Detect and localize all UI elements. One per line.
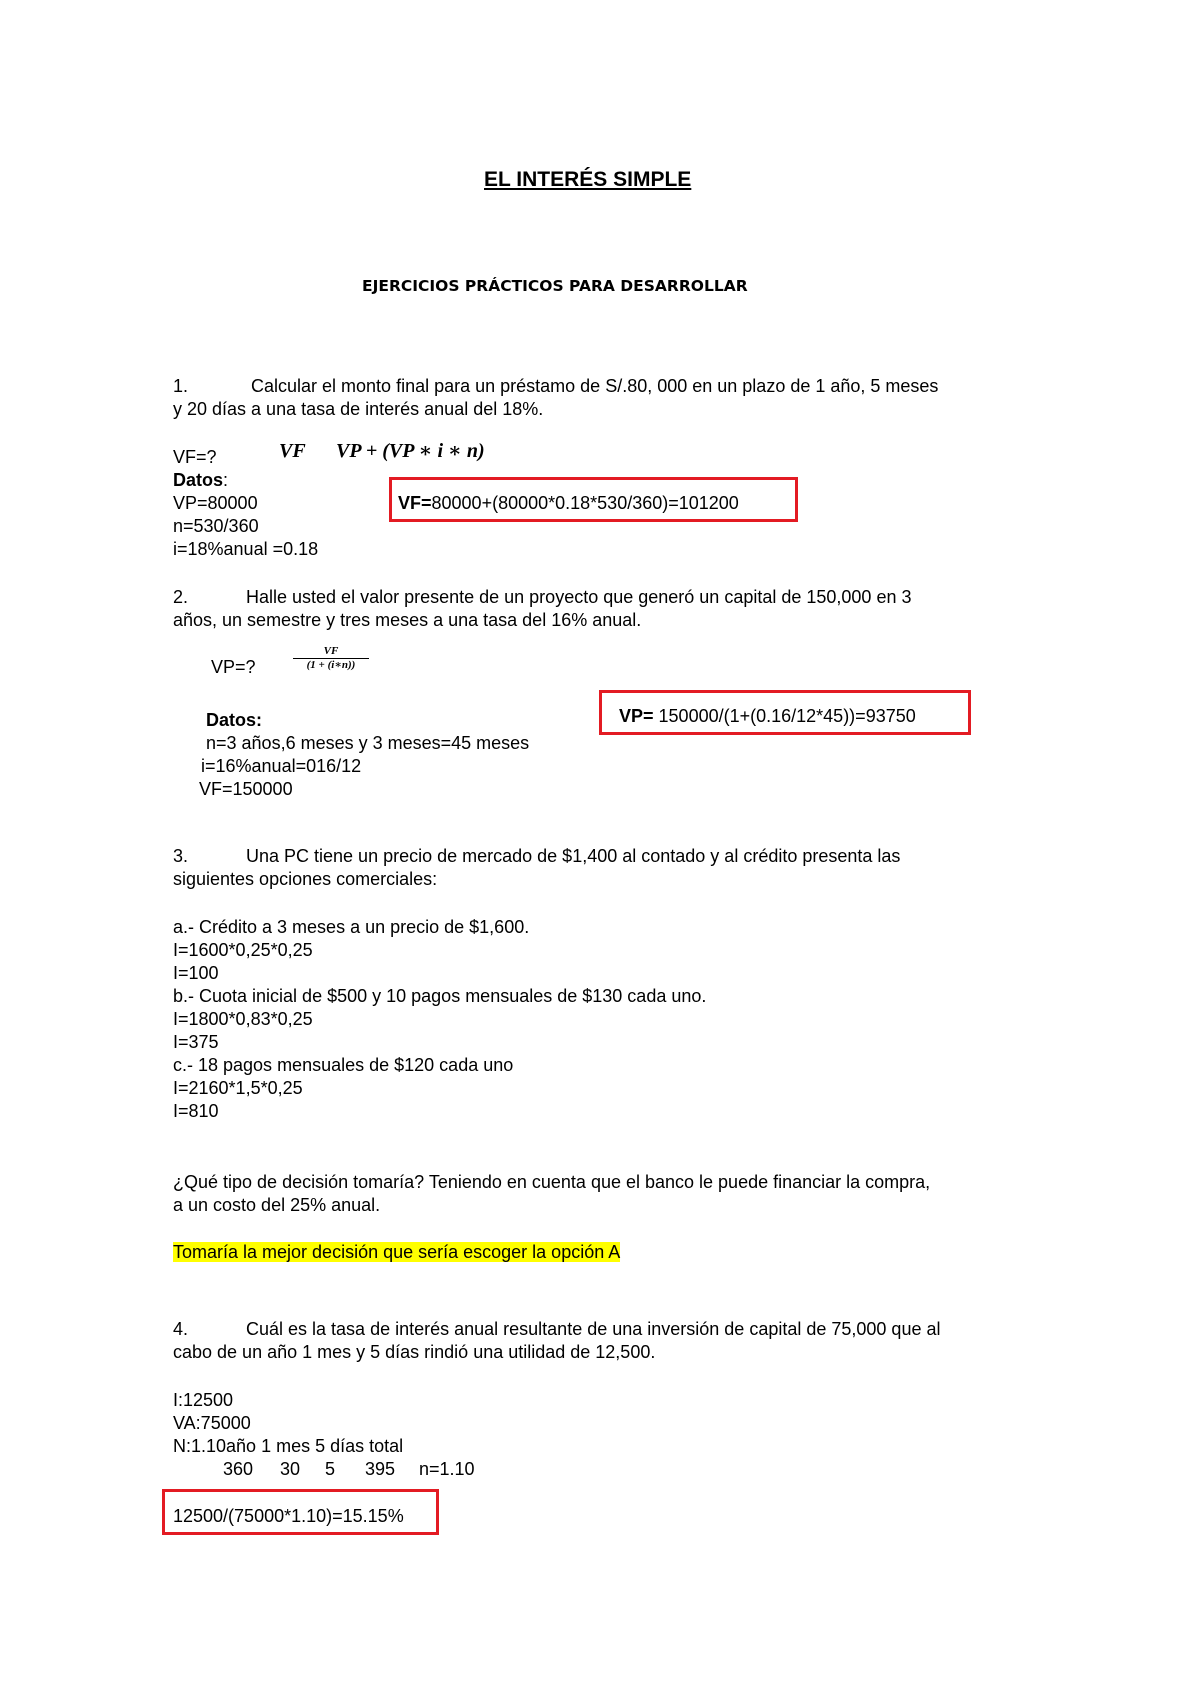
- ex3-c-calc: I=2160*1,5*0,25: [173, 1078, 303, 1098]
- ex4-va: VA:75000: [173, 1413, 251, 1433]
- ex1-formula-vf: VF: [279, 440, 306, 462]
- ex1-result: [398, 492, 739, 515]
- ex2-vp-label: VP=?: [211, 657, 256, 677]
- ex1-vf-label: VF=?: [173, 447, 217, 467]
- ex2-number: 2.: [173, 587, 189, 607]
- ex1-datos-line: [173, 469, 228, 492]
- ex3-c-result: I=810: [173, 1101, 219, 1121]
- ex1-vp: VP=80000: [173, 493, 258, 513]
- ex2-datos-text: Datos:: [206, 710, 263, 730]
- ex4-line1: Cuál es la tasa de interés anual resultante de una inversión de capital de 75,000 que al: [246, 1319, 941, 1339]
- ex3-line2: siguientes opciones comerciales:: [173, 869, 438, 889]
- ex3-b-result: I=375: [173, 1032, 219, 1052]
- ex1-formula-rhs: VP + (VP ∗ i ∗ n): [336, 440, 485, 462]
- ex2-result-value: 150000/(1+(0.16/12*45))=93750: [653, 706, 916, 726]
- ex2-result: [619, 705, 916, 728]
- ex1-datos-colon: :: [223, 470, 229, 490]
- ex1-line1: Calcular el monto final para un préstamo de S/.80, 000 en un plazo de 1 año, 5 meses: [251, 376, 939, 396]
- ex2-datos-label: [206, 709, 262, 732]
- ex4-row-30: 30: [280, 1459, 301, 1479]
- ex3-option-b: b.- Cuota inicial de $500 y 10 pagos mensuales de $130 cada uno.: [173, 986, 707, 1006]
- ex3-question-line1: ¿Qué tipo de decisión tomaría? Teniendo en cuenta que el banco le puede financiar la compra,: [173, 1172, 931, 1192]
- ex4-row-360: 360: [223, 1459, 254, 1479]
- ex4-n: N:1.10año 1 mes 5 días total: [173, 1436, 404, 1456]
- ex2-vf: VF=150000: [199, 779, 293, 799]
- ex2-n: n=3 años,6 meses y 3 meses=45 meses: [206, 733, 530, 753]
- ex1-datos-label: Datos: [173, 470, 224, 490]
- ex2-frac-den: (1 + (i∗n)): [293, 658, 369, 672]
- ex4-row-395: 395: [365, 1459, 396, 1479]
- ex4-i: I:12500: [173, 1390, 234, 1410]
- ex4-number: 4.: [173, 1319, 189, 1339]
- ex1-n: n=530/360: [173, 516, 259, 536]
- ex2-result-label: VP=: [619, 706, 654, 726]
- ex1-i: i=18%anual =0.18: [173, 539, 319, 559]
- ex2-frac-num: VF: [323, 645, 339, 657]
- ex1-line2: y 20 días a una tasa de interés anual del 18%.: [173, 399, 544, 419]
- ex4-row-5: 5: [325, 1459, 336, 1479]
- ex2-line1: Halle usted el valor presente de un proyecto que generó un capital de 150,000 en 3: [246, 587, 912, 607]
- ex1-result-value: 80000+(80000*0.18*530/360)=101200: [431, 493, 739, 513]
- ex3-number: 3.: [173, 846, 189, 866]
- ex3-a-result: I=100: [173, 963, 219, 983]
- ex4-result: 12500/(75000*1.10)=15.15%: [173, 1506, 404, 1526]
- ex3-answer-highlight: Tomaría la mejor decisión que sería escoger la opción A: [173, 1242, 621, 1262]
- ex3-option-c: c.- 18 pagos mensuales de $120 cada uno: [173, 1055, 514, 1075]
- ex4-line2: cabo de un año 1 mes y 5 días rindió una utilidad de 12,500.: [173, 1342, 656, 1362]
- ex3-question-line2: a un costo del 25% anual.: [173, 1195, 381, 1215]
- ex2-i: i=16%anual=016/12: [201, 756, 362, 776]
- ex2-fraction: [293, 645, 369, 672]
- ex4-row-n: n=1.10: [419, 1459, 475, 1479]
- ex2-line2: años, un semestre y tres meses a una tasa del 16% anual.: [173, 610, 642, 630]
- ex1-result-label: VF=: [398, 493, 432, 513]
- ex1-number: 1.: [173, 376, 189, 396]
- ex3-answer: [173, 1241, 620, 1264]
- page-title: EL INTERÉS SIMPLE: [484, 168, 692, 191]
- page-subtitle: EJERCICIOS PRÁCTICOS PARA DESARROLLAR: [362, 277, 748, 295]
- ex3-b-calc: I=1800*0,83*0,25: [173, 1009, 313, 1029]
- ex3-line1: Una PC tiene un precio de mercado de $1,400 al contado y al crédito presenta las: [246, 846, 901, 866]
- ex3-option-a: a.- Crédito a 3 meses a un precio de $1,600.: [173, 917, 530, 937]
- ex3-a-calc: I=1600*0,25*0,25: [173, 940, 313, 960]
